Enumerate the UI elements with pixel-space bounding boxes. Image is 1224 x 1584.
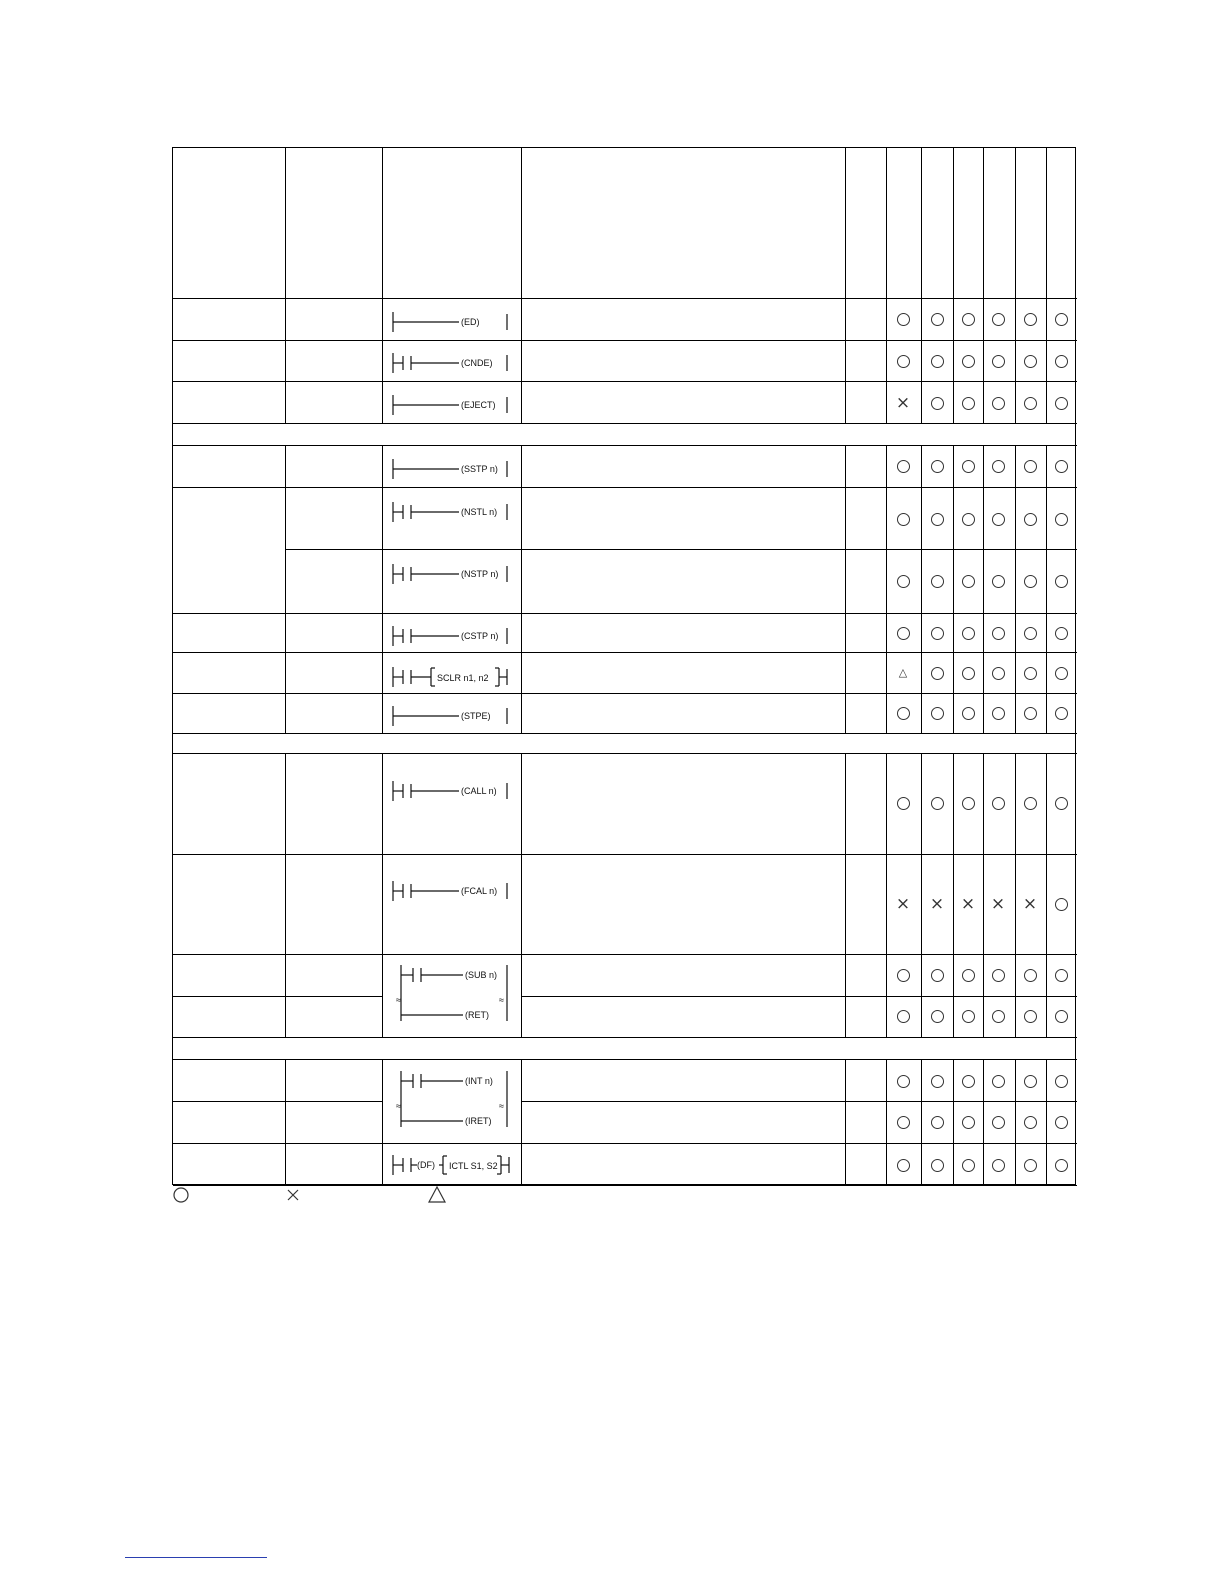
ladder-label-eject: (EJECT) bbox=[461, 400, 496, 410]
ladder-label-cstp: (CSTP n) bbox=[461, 631, 499, 641]
supported-circle-icon bbox=[897, 513, 910, 526]
supported-circle-icon bbox=[962, 355, 975, 368]
partial-triangle-icon bbox=[896, 666, 910, 680]
supported-circle-icon bbox=[931, 707, 944, 720]
ladder-label-stpe: (STPE) bbox=[461, 711, 491, 721]
row-rule bbox=[173, 1101, 382, 1102]
supported-circle-icon bbox=[1055, 460, 1068, 473]
row-rule bbox=[173, 693, 1077, 694]
row-rule bbox=[521, 996, 1077, 997]
supported-circle-icon bbox=[1024, 460, 1037, 473]
column-rule bbox=[953, 445, 954, 733]
unsupported-cross-icon bbox=[1023, 897, 1037, 911]
supported-circle-icon bbox=[962, 627, 975, 640]
supported-circle-icon bbox=[962, 969, 975, 982]
ladder-label-fcal: (FCAL n) bbox=[461, 886, 498, 896]
column-rule bbox=[983, 445, 984, 733]
supported-circle-icon bbox=[992, 707, 1005, 720]
row-rule bbox=[173, 1143, 1077, 1144]
supported-circle-icon bbox=[897, 1116, 910, 1129]
supported-circle-icon bbox=[897, 1159, 910, 1172]
supported-circle-icon bbox=[897, 707, 910, 720]
supported-circle-icon bbox=[992, 1116, 1005, 1129]
supported-circle-icon bbox=[962, 1116, 975, 1129]
legend-symbols bbox=[172, 1185, 472, 1207]
ladder-sclr bbox=[391, 664, 513, 690]
supported-circle-icon bbox=[1055, 575, 1068, 588]
supported-circle-icon bbox=[931, 460, 944, 473]
column-rule bbox=[886, 148, 887, 423]
supported-circle-icon bbox=[931, 313, 944, 326]
supported-circle-icon bbox=[1024, 575, 1037, 588]
column-rule bbox=[382, 445, 383, 733]
supported-circle-icon bbox=[897, 1075, 910, 1088]
supported-circle-icon bbox=[1024, 397, 1037, 410]
row-rule bbox=[173, 423, 1077, 424]
ladder-label-ictl: ICTL S1, S2 bbox=[449, 1161, 498, 1171]
supported-circle-icon bbox=[1024, 355, 1037, 368]
supported-circle-icon bbox=[1024, 1159, 1037, 1172]
row-rule bbox=[521, 1101, 1077, 1102]
supported-circle-icon bbox=[1024, 1010, 1037, 1023]
row-rule bbox=[173, 652, 1077, 653]
ladder-nstl bbox=[391, 500, 513, 524]
column-rule bbox=[1046, 148, 1047, 423]
supported-circle-icon bbox=[962, 575, 975, 588]
column-rule bbox=[921, 753, 922, 1037]
footer-link-underline[interactable] bbox=[125, 1557, 267, 1558]
supported-circle-icon bbox=[931, 397, 944, 410]
ladder-label-ed: (ED) bbox=[461, 317, 480, 327]
supported-circle-icon bbox=[897, 969, 910, 982]
supported-circle-icon bbox=[931, 969, 944, 982]
supported-circle-icon bbox=[962, 1010, 975, 1023]
column-rule bbox=[521, 753, 522, 1037]
row-rule bbox=[173, 753, 1077, 754]
column-rule bbox=[285, 753, 286, 1037]
supported-circle-icon bbox=[1055, 513, 1068, 526]
column-rule bbox=[1015, 1059, 1016, 1185]
supported-circle-icon bbox=[1055, 355, 1068, 368]
column-rule bbox=[845, 1059, 846, 1185]
ladder-label-nstl: (NSTL n) bbox=[461, 507, 498, 517]
row-rule bbox=[173, 854, 1077, 855]
ladder-label-df: (DF) bbox=[417, 1160, 435, 1170]
supported-circle-icon bbox=[931, 575, 944, 588]
column-rule bbox=[285, 445, 286, 733]
unsupported-cross-icon bbox=[991, 897, 1005, 911]
supported-circle-icon bbox=[1055, 969, 1068, 982]
supported-circle-icon bbox=[962, 397, 975, 410]
supported-circle-icon bbox=[1055, 1010, 1068, 1023]
ladder-label-cnde: (CNDE) bbox=[461, 358, 493, 368]
supported-circle-icon bbox=[1055, 627, 1068, 640]
ladder-sub-ret bbox=[395, 963, 511, 1031]
column-rule bbox=[285, 1059, 286, 1185]
ladder-label-nstp: (NSTP n) bbox=[461, 569, 499, 579]
break-mark: ≈ bbox=[499, 995, 504, 1005]
column-rule bbox=[953, 753, 954, 1037]
legend-cross-icon bbox=[288, 1190, 298, 1200]
supported-circle-icon bbox=[992, 667, 1005, 680]
supported-circle-icon bbox=[931, 1010, 944, 1023]
supported-circle-icon bbox=[931, 667, 944, 680]
supported-circle-icon bbox=[962, 1159, 975, 1172]
row-rule bbox=[285, 549, 1077, 550]
supported-circle-icon bbox=[992, 1075, 1005, 1088]
supported-circle-icon bbox=[992, 1010, 1005, 1023]
supported-circle-icon bbox=[897, 313, 910, 326]
column-rule bbox=[1015, 445, 1016, 733]
ladder-label-call: (CALL n) bbox=[461, 786, 497, 796]
ladder-ictl bbox=[391, 1152, 515, 1178]
column-rule bbox=[1015, 148, 1016, 423]
supported-circle-icon bbox=[1055, 1159, 1068, 1172]
column-rule bbox=[1046, 1059, 1047, 1185]
ladder-label-iret: (IRET) bbox=[465, 1116, 492, 1126]
row-rule bbox=[173, 613, 1077, 614]
ladder-label-ret: (RET) bbox=[465, 1010, 489, 1020]
column-rule bbox=[382, 1059, 383, 1185]
supported-circle-icon bbox=[931, 1159, 944, 1172]
ladder-label-sclr: SCLR n1, n2 bbox=[437, 673, 489, 683]
supported-circle-icon bbox=[1055, 797, 1068, 810]
row-rule bbox=[173, 733, 1077, 734]
unsupported-cross-icon bbox=[930, 897, 944, 911]
column-rule bbox=[983, 753, 984, 1037]
ladder-int-iret bbox=[395, 1069, 511, 1137]
row-rule bbox=[173, 445, 1077, 446]
supported-circle-icon bbox=[1024, 969, 1037, 982]
column-rule bbox=[983, 1059, 984, 1185]
row-rule bbox=[173, 381, 1077, 382]
column-rule bbox=[521, 445, 522, 733]
supported-circle-icon bbox=[992, 969, 1005, 982]
ladder-fcal bbox=[391, 879, 513, 903]
supported-circle-icon bbox=[992, 627, 1005, 640]
ladder-sstp bbox=[391, 457, 513, 481]
column-rule bbox=[921, 445, 922, 733]
supported-circle-icon bbox=[1055, 707, 1068, 720]
row-rule bbox=[173, 340, 1077, 341]
column-rule bbox=[845, 753, 846, 1037]
supported-circle-icon bbox=[1055, 313, 1068, 326]
supported-circle-icon bbox=[1024, 1116, 1037, 1129]
row-rule bbox=[173, 996, 382, 997]
supported-circle-icon bbox=[1024, 627, 1037, 640]
supported-circle-icon bbox=[1024, 707, 1037, 720]
supported-circle-icon bbox=[931, 627, 944, 640]
supported-circle-icon bbox=[1024, 1075, 1037, 1088]
supported-circle-icon bbox=[1055, 397, 1068, 410]
supported-circle-icon bbox=[962, 797, 975, 810]
column-rule bbox=[521, 1059, 522, 1185]
column-rule bbox=[1015, 753, 1016, 1037]
legend-circle-icon bbox=[174, 1188, 188, 1202]
break-mark: ≈ bbox=[396, 995, 401, 1005]
column-rule bbox=[983, 148, 984, 423]
unsupported-cross-icon bbox=[961, 897, 975, 911]
supported-circle-icon bbox=[931, 1116, 944, 1129]
supported-circle-icon bbox=[897, 1010, 910, 1023]
supported-circle-icon bbox=[992, 397, 1005, 410]
supported-circle-icon bbox=[1055, 667, 1068, 680]
supported-circle-icon bbox=[897, 460, 910, 473]
supported-circle-icon bbox=[1024, 667, 1037, 680]
supported-circle-icon bbox=[897, 797, 910, 810]
column-rule bbox=[953, 148, 954, 423]
supported-circle-icon bbox=[931, 355, 944, 368]
instruction-table bbox=[172, 147, 1076, 1185]
supported-circle-icon bbox=[931, 513, 944, 526]
break-mark: ≈ bbox=[396, 1101, 401, 1111]
row-rule bbox=[173, 298, 1077, 299]
ladder-cstp bbox=[391, 624, 513, 648]
ladder-label-sub: (SUB n) bbox=[465, 970, 498, 980]
supported-circle-icon bbox=[992, 575, 1005, 588]
supported-circle-icon bbox=[897, 627, 910, 640]
column-rule bbox=[886, 753, 887, 1037]
column-rule bbox=[921, 148, 922, 423]
legend bbox=[172, 1185, 472, 1205]
column-rule bbox=[382, 148, 383, 423]
column-rule bbox=[921, 1059, 922, 1185]
supported-circle-icon bbox=[1024, 313, 1037, 326]
ladder-stpe bbox=[391, 704, 513, 728]
column-rule bbox=[382, 753, 383, 1037]
supported-circle-icon bbox=[992, 355, 1005, 368]
ladder-cnde bbox=[391, 351, 513, 375]
ladder-call bbox=[391, 779, 513, 803]
column-rule bbox=[285, 148, 286, 423]
row-rule bbox=[173, 954, 1077, 955]
column-rule bbox=[1046, 445, 1047, 733]
supported-circle-icon bbox=[992, 1159, 1005, 1172]
ladder-ed bbox=[391, 310, 513, 334]
row-rule bbox=[173, 1059, 1077, 1060]
supported-circle-icon bbox=[992, 797, 1005, 810]
supported-circle-icon bbox=[1024, 513, 1037, 526]
supported-circle-icon bbox=[1024, 797, 1037, 810]
supported-circle-icon bbox=[897, 355, 910, 368]
supported-circle-icon bbox=[962, 667, 975, 680]
supported-circle-icon bbox=[992, 313, 1005, 326]
supported-circle-icon bbox=[931, 797, 944, 810]
column-rule bbox=[886, 445, 887, 733]
supported-circle-icon bbox=[1055, 1116, 1068, 1129]
legend-triangle-icon bbox=[429, 1187, 445, 1202]
unsupported-cross-icon bbox=[896, 396, 910, 410]
ladder-eject bbox=[391, 393, 513, 417]
column-rule bbox=[953, 1059, 954, 1185]
supported-circle-icon bbox=[931, 1075, 944, 1088]
supported-circle-icon bbox=[1055, 1075, 1068, 1088]
supported-circle-icon bbox=[1055, 898, 1068, 911]
row-rule bbox=[173, 487, 1077, 488]
supported-circle-icon bbox=[962, 707, 975, 720]
column-rule bbox=[1046, 753, 1047, 1037]
supported-circle-icon bbox=[992, 460, 1005, 473]
ladder-label-int: (INT n) bbox=[465, 1076, 493, 1086]
ladder-nstp bbox=[391, 562, 513, 586]
row-rule bbox=[173, 1037, 1077, 1038]
supported-circle-icon bbox=[897, 575, 910, 588]
supported-circle-icon bbox=[962, 513, 975, 526]
column-rule bbox=[845, 445, 846, 733]
supported-circle-icon bbox=[962, 460, 975, 473]
supported-circle-icon bbox=[962, 1075, 975, 1088]
break-mark: ≈ bbox=[499, 1101, 504, 1111]
ladder-label-sstp: (SSTP n) bbox=[461, 464, 498, 474]
column-rule bbox=[845, 148, 846, 423]
column-rule bbox=[886, 1059, 887, 1185]
column-rule bbox=[521, 148, 522, 423]
supported-circle-icon bbox=[992, 513, 1005, 526]
unsupported-cross-icon bbox=[896, 897, 910, 911]
supported-circle-icon bbox=[962, 313, 975, 326]
